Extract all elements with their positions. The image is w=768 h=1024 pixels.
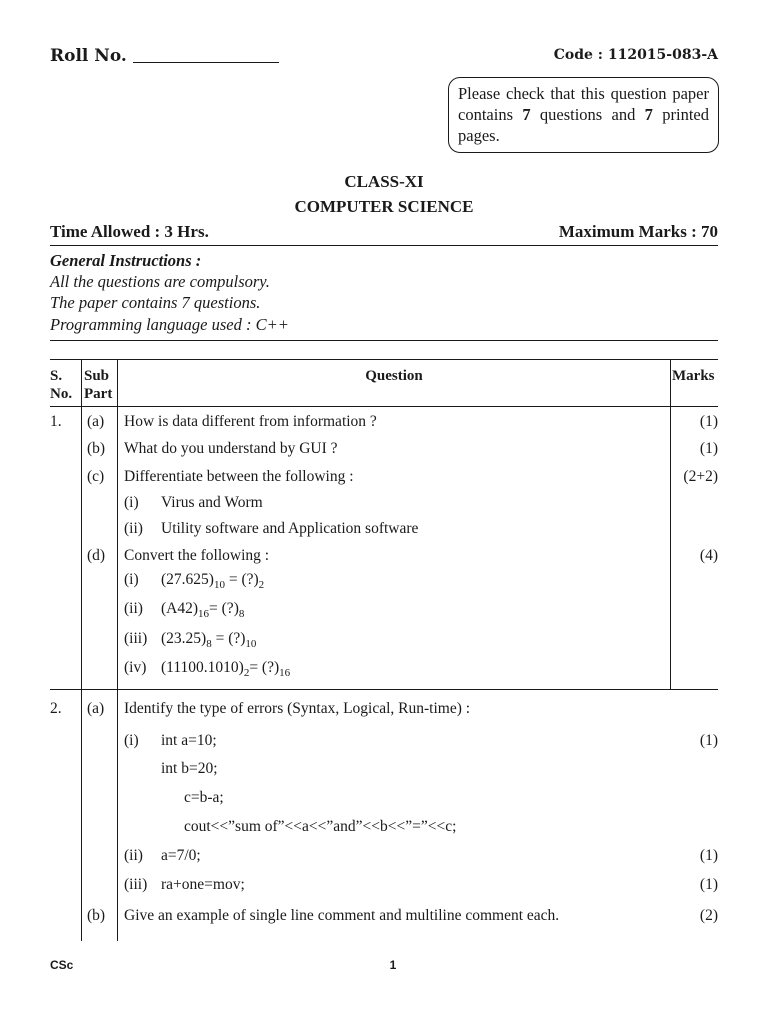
code-line: int b=20; — [161, 760, 218, 777]
divider — [50, 340, 718, 341]
subpart-label: (b) — [87, 440, 106, 457]
page-count-notice: Please check that this question paper contains 7 questions and 7 printed pages. — [448, 77, 719, 153]
question-number: 1. — [50, 413, 62, 430]
marks-value: (2+2) — [683, 468, 718, 485]
time-allowed: Time Allowed : 3 Hrs. — [50, 222, 209, 241]
subpart-label: (b) — [87, 907, 106, 924]
column-rule — [117, 359, 118, 941]
subpart-label: (a) — [87, 700, 105, 717]
footer-subject-code: CSc — [50, 958, 74, 972]
marks-header: Marks — [672, 368, 715, 384]
roll-number-label: Roll No. — [50, 46, 279, 66]
item-number: (i) — [124, 732, 139, 749]
subpart-header: Part — [84, 386, 113, 402]
question-number: 2. — [50, 700, 62, 717]
conversion-expression: $(11100.1010)_2=$ $(?)_{16}$ — [161, 659, 291, 679]
question-text: How is data different from information ? — [124, 413, 377, 430]
marks-value: (1) — [699, 440, 718, 457]
marks-value: (1) — [699, 413, 718, 430]
marks-value: (1) — [699, 876, 718, 893]
item-number: (ii) — [124, 847, 143, 864]
subpart-label: (a) — [87, 413, 105, 430]
question-text: What do you understand by GUI ? — [124, 440, 338, 457]
instruction-line: Programming language used : C++ — [50, 315, 289, 334]
question-text: Identify the type of errors (Syntax, Logical, Run-time) : — [124, 700, 471, 717]
question-text: Convert the following : — [124, 547, 270, 564]
item-text: Virus and Worm — [161, 494, 263, 511]
instruction-line: All the questions are compulsory. — [50, 272, 270, 291]
item-number: (iii) — [124, 630, 148, 647]
code-line: int a=10; — [161, 732, 217, 749]
marks-value: (2) — [699, 907, 718, 924]
marks-value: (4) — [699, 547, 718, 564]
maximum-marks: Maximum Marks : 70 — [558, 222, 718, 241]
sno-header: No. — [50, 386, 73, 402]
class-title: CLASS-XI — [344, 172, 424, 191]
divider — [50, 245, 718, 246]
column-rule — [81, 359, 82, 941]
column-rule — [670, 359, 671, 690]
code-line: c=b-a; — [184, 789, 224, 806]
conversion-expression: $(23.25)_8$ = $(?)_{10}$ — [161, 630, 257, 650]
conversion-expression: $(A42)_{16}=$ $(?)_8$ — [161, 600, 245, 620]
item-number: (iii) — [124, 876, 148, 893]
page-number: 1 — [389, 958, 397, 972]
conversion-expression: $(27.625)_{10}$ = $(?)_2$ — [161, 571, 265, 591]
code-line: cout<<”sum of”<<a<<”and”<<b<<”=”<<c; — [184, 818, 457, 835]
item-number: (ii) — [124, 520, 143, 537]
subject-title: COMPUTER SCIENCE — [294, 197, 474, 216]
roll-number-blank — [133, 62, 279, 63]
marks-value: (1) — [699, 732, 718, 749]
marks-value: (1) — [699, 847, 718, 864]
question-header: Question — [365, 368, 423, 384]
question-text: Give an example of single line comment and multiline comment each. — [124, 907, 560, 924]
table-top-rule — [50, 359, 718, 360]
item-text: Utility software and Application software — [161, 520, 419, 537]
paper-code: Code : 112015-083-A — [553, 47, 718, 63]
subpart-header: Sub — [84, 368, 110, 384]
sno-header: S. — [50, 368, 63, 384]
instructions-heading: General Instructions : — [50, 251, 202, 270]
item-number: (ii) — [124, 600, 143, 617]
item-number: (iv) — [124, 659, 147, 676]
question-separator — [50, 689, 718, 690]
item-number: (i) — [124, 494, 139, 511]
table-header-rule — [50, 406, 718, 407]
subpart-label: (c) — [87, 468, 105, 485]
question-text: Differentiate between the following : — [124, 468, 354, 485]
subpart-label: (d) — [87, 547, 106, 564]
instruction-line: The paper contains 7 questions. — [50, 293, 261, 312]
item-number: (i) — [124, 571, 139, 588]
code-line: a=7/0; — [161, 847, 201, 864]
code-line: ra+one=mov; — [161, 876, 245, 893]
